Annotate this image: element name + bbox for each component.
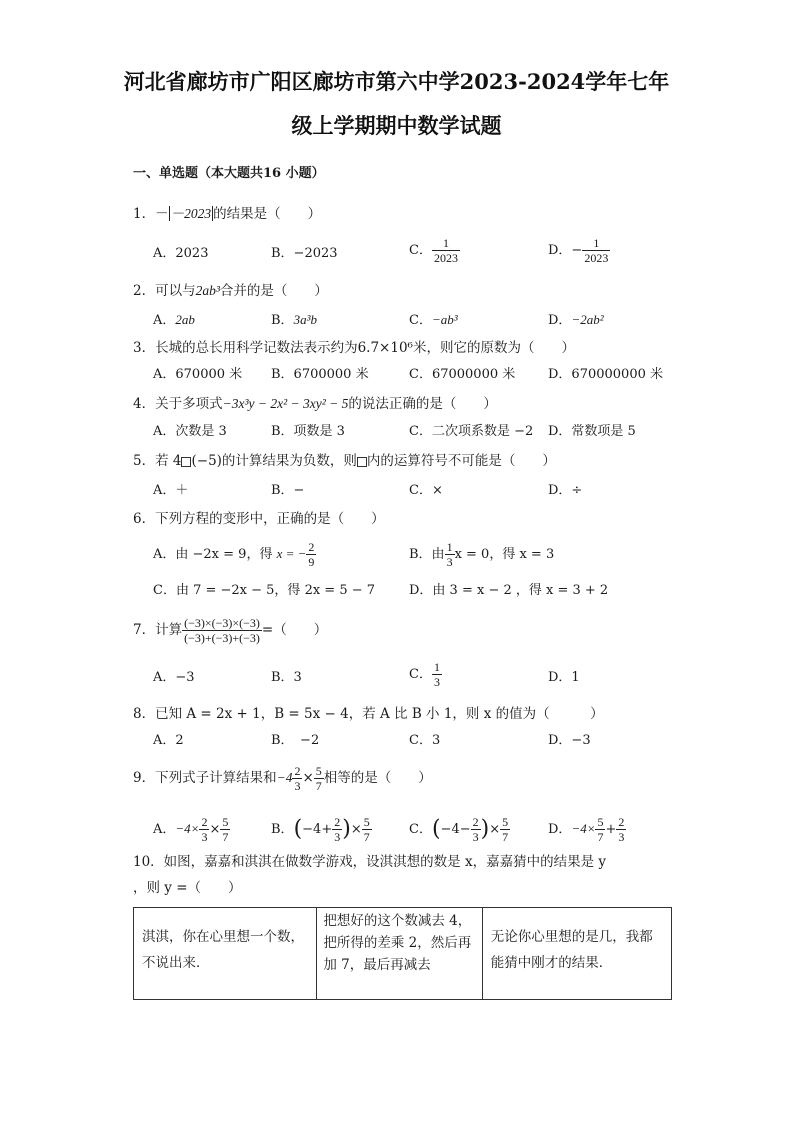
q8-option-b: B． −2 — [271, 733, 320, 748]
q6-a-num: 2 — [308, 540, 315, 554]
q2-option-d — [548, 310, 604, 331]
q9-option-c: C．(−4− $\frac{2}{3}$ )× $\frac{5}{7}$ — [409, 815, 509, 844]
q3-option-a: A．670000 米 — [153, 367, 243, 382]
q8-option-a: A．2 — [153, 733, 184, 748]
q7-option-c — [409, 660, 442, 689]
q1-option-b: B．−2023 — [271, 246, 338, 261]
table-cell-2: 把想好的这个数减去 4，把所得的差乘 2，然后再加 7，最后再减去 — [317, 908, 482, 999]
q7-frac — [182, 616, 262, 645]
q9-f2-den: 7 — [315, 779, 322, 793]
question-10-line-2: ，则 y =（ ） — [133, 880, 242, 896]
q7-stem-post: =（ ） — [261, 622, 328, 638]
q6-b-den: 3 — [446, 555, 453, 569]
operator-box-icon — [181, 457, 191, 467]
question-3: 3．长城的总长用科学记数法表示约为6.7×10⁶米，则它的原数为（ ） — [133, 340, 575, 356]
q4-math: −3x³y − 2x² − 3xy² − 5 — [222, 396, 349, 411]
question-6: 6．下列方程的变形中，正确的是（ ） — [133, 511, 385, 527]
q9-option-a: A．−4× $\frac{2}{3}$ × $\frac{5}{7}$ — [153, 815, 229, 844]
q4-stem-post: 的说法正确的是（ ） — [348, 396, 497, 412]
q2-option-c — [409, 310, 458, 331]
table-cell-3: 无论你心里想的是几，我都能猜中刚才的结果． — [490, 929, 653, 971]
title-line-1: 河北省廊坊市广阳区廊坊市第六中学2023-2024学年七年 — [123, 69, 670, 94]
q9-d-label: D． — [548, 822, 572, 837]
q2-a-label: A． — [153, 313, 176, 328]
q6-a-frac — [306, 540, 316, 569]
q5-stem-pre: 5．若 4 — [133, 453, 182, 469]
q8-option-c: C．3 — [409, 733, 441, 748]
q4-option-a: A．次数是 3 — [153, 424, 227, 439]
q2-option-a — [153, 310, 195, 331]
q1-stem-post: 的结果是（ ） — [213, 206, 322, 222]
q2-stem-pre: 2．可以与 — [133, 283, 196, 299]
q1-abs: －2023 — [170, 206, 212, 221]
q1-option-d — [548, 236, 610, 265]
q2-math: 2ab³ — [195, 283, 220, 298]
q7-option-a: A．−3 — [153, 670, 195, 685]
q1-d-label: D．− — [548, 243, 583, 258]
q9-option-b: B．(−4+ $\frac{2}{3}$ )× $\frac{5}{7}$ — [271, 815, 370, 844]
q1-c-frac — [432, 236, 460, 265]
operator-box-icon — [357, 457, 367, 467]
question-1 — [133, 203, 321, 225]
question-10-line-1: 10．如图，嘉嘉和淇淇在做数学游戏，设淇淇想的数是 x，嘉嘉猜中的结果是 y — [133, 854, 606, 870]
question-5 — [133, 450, 556, 472]
q6-option-c: C．由 7 = −2x − 5，得 2x = 5 − 7 — [153, 583, 376, 598]
q9-math: −4 — [276, 770, 293, 785]
q7-den: (−3)+(−3)+(−3) — [184, 631, 260, 645]
q9-c-label: C． — [409, 822, 432, 837]
q6-b-label: B．由 — [409, 547, 445, 562]
q9-f1-den: 3 — [294, 779, 301, 793]
q6-a-label: A．由 −2x = 9，得 — [153, 547, 273, 562]
q4-option-c: C．二次项系数是 −2 — [409, 424, 534, 439]
q6-option-d: D．由 3 = x − 2 ，得 x = 3 + 2 — [409, 583, 609, 598]
q2-c-label: C． — [409, 313, 432, 328]
q6-a-tail: x = − — [276, 546, 307, 561]
question-8: 8．已知 A = 2x + 1，B = 5x − 4，若 A 比 B 小 1，则 x 的值为（ ） — [133, 706, 604, 722]
q9-frac-2 — [314, 764, 324, 793]
question-7 — [133, 616, 327, 645]
q1-c-den: 2023 — [433, 251, 458, 265]
q5-option-c: C．× — [409, 483, 443, 498]
q9-frac-1 — [292, 764, 302, 793]
q1-d-den: 2023 — [584, 251, 609, 265]
q7-option-d: D．1 — [548, 670, 580, 685]
q9-stem-post: 相等的是（ ） — [323, 770, 432, 786]
table-cell-1: 淇淇，你在心里想一个数，不说出来． — [134, 908, 317, 999]
q7-c-num: 1 — [433, 660, 440, 674]
q5-stem-tail: 内的运算符号不可能是（ ） — [366, 453, 556, 469]
q5-option-a: A．＋ — [153, 483, 189, 498]
q5-stem-post: (−5)的计算结果为负数，则 — [191, 453, 357, 469]
q1-c-num: 1 — [432, 236, 460, 251]
q7-stem-pre: 7．计算 — [133, 622, 183, 638]
q8-option-d: D．−3 — [548, 733, 591, 748]
q6-b-frac — [445, 540, 455, 569]
q3-option-b: B．6700000 米 — [271, 367, 369, 382]
q7-option-b: B．3 — [271, 670, 302, 685]
q2-option-b — [271, 310, 317, 331]
q1-d-num: 1 — [582, 236, 610, 251]
q9-stem-pre: 9．下列式子计算结果和 — [133, 770, 277, 786]
game-table — [133, 907, 672, 1000]
q2-stem-post: 合并的是（ ） — [219, 283, 328, 299]
q2-d-label: D． — [548, 313, 572, 328]
q9-b-label: B． — [271, 822, 294, 837]
question-2 — [133, 280, 328, 302]
q6-b-tail: x = 0，得 x = 3 — [454, 547, 555, 562]
q9-a-label: A． — [153, 822, 176, 837]
q6-option-a — [153, 540, 316, 569]
q6-a-den: 9 — [308, 555, 315, 569]
q9-f1-num: 2 — [294, 764, 301, 778]
q7-c-label: C． — [409, 667, 432, 682]
q4-stem-pre: 4．关于多项式 — [133, 396, 223, 412]
q1-c-label: C． — [409, 243, 432, 258]
question-4 — [133, 393, 497, 415]
q7-c-den: 3 — [433, 675, 440, 689]
q4-option-b: B．项数是 3 — [271, 424, 345, 439]
q3-option-d: D．670000000 米 — [548, 367, 663, 382]
q2-a-math: 2ab — [175, 312, 195, 327]
q3-option-c: C．67000000 米 — [409, 367, 516, 382]
title-line-2: 级上学期期中数学试题 — [291, 113, 502, 138]
q1-stem-pre: 1．－ — [133, 206, 169, 222]
q2-b-math: 3a³b — [293, 312, 317, 327]
q7-c-frac — [432, 660, 442, 689]
q1-option-c — [409, 236, 460, 265]
q6-option-b — [409, 540, 554, 569]
q1-d-frac — [582, 236, 610, 265]
q9-f2-num: 5 — [315, 764, 322, 778]
q7-num: (−3)×(−3)×(−3) — [184, 616, 260, 630]
section-heading: 一、单选题（本大题共16 小题） — [133, 166, 325, 181]
question-9: 9．下列式子计算结果和−4 $\frac{2}{3}$ × $\frac{5}{7}$ 相等的是（ ） — [133, 764, 432, 793]
q5-option-b: B．− — [271, 483, 305, 498]
q5-option-d: D．÷ — [548, 483, 583, 498]
q2-c-math: −ab³ — [431, 312, 458, 327]
q6-b-num: 1 — [446, 540, 453, 554]
q4-option-d: D．常数项是 5 — [548, 424, 636, 439]
q9-option-d: D．−4× $\frac{5}{7}$ + $\frac{2}{3}$ — [548, 815, 625, 844]
q1-option-a: A．2023 — [153, 246, 209, 261]
q2-d-math: −2ab² — [571, 312, 604, 327]
q2-b-label: B． — [271, 313, 294, 328]
